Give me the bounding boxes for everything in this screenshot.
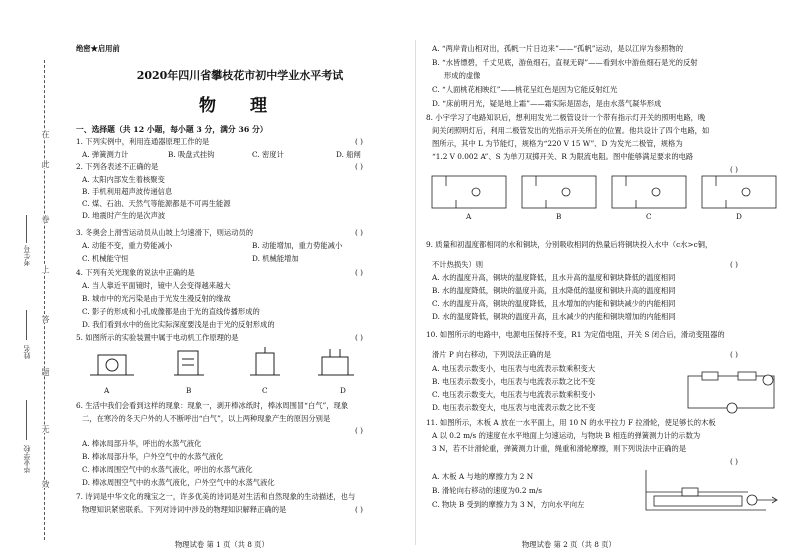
q5-label-d: D [340,386,346,395]
q9-option-a: A. 水的温度升高，铜块的温度降低，且水升高的温度和铜块降低的温度相同 [432,273,676,282]
q1-option-c: C. 密度计 [252,150,284,159]
answer-paren: ( ) [355,505,364,514]
q11-option-c: C. 物块 B 受到的摩擦力为 3 N，方向水平向左 [432,500,585,509]
q10-option-b: B. 电压表示数变小，电压表与电流表示数之比不变 [432,377,596,386]
q5-stem: 5. 如图所示的实验装置中属于电动机工作原理的是 [76,333,239,342]
q3-stem: 3. 冬奥会上滑雪运动员从山坡上匀速滑下，则运动员的 [76,228,254,237]
q9-option-d: D. 水的温度降低，铜块的温度升高，且水减少的内能和铜块增加的内能相同 [432,312,676,321]
q9-option-b: B. 水的温度降低，铜块的温度升高，且水降低的温度和铜块升高的温度相同 [432,286,676,295]
q6-option-c: C. 棒冰周围空气中的水蒸气液化，呼出的水蒸气液化 [82,465,253,474]
q11-stem-line1: 11. 如图所示，木板 A 放在一水平面上，用 10 N 的水平拉力 F 拉滑轮，使足够长的木板 [426,418,716,427]
binding-char: 在 [41,130,50,138]
q8-label-d: D [736,212,742,221]
q8-label-c: C [646,212,652,221]
q3-option-c: C. 机械能守恒 [82,254,129,263]
q1-option-b: B. 吸盘式挂钩 [168,150,215,159]
answer-paren: ( ) [355,268,364,277]
binding-margin [0,0,70,560]
school-label: 毕业学校 [23,445,31,473]
binding-char: 效 [41,480,50,488]
column-divider [415,40,416,545]
field-underline [26,310,27,340]
q10-stem-line1: 10. 如图所示的电路中，电源电压保持不变，R1 为定值电阻，开关 S 闭合后，滑动变阻器的 [426,330,725,339]
subject-title: 物 理 [199,96,281,116]
q4-stem: 4. 下列有关光现象的说法中正确的是 [76,268,195,277]
q11-option-b: B. 滑轮向右移动的速度为0.2 m/s [432,486,543,495]
answer-paren: ( ) [355,333,364,342]
q4-option-d: D. 我们看到水中的鱼比实际深度要浅是由于光的反射形成的 [82,320,275,329]
q7-stem-line2: 物理知识紧密联系。下列对诗词中涉及的物理知识解释正确的是 [82,505,287,514]
q11-pulley-figure [642,466,782,528]
q4-option-a: A. 当人靠近平面镜时，镜中人会变得越来越大 [82,281,231,290]
exam-title: 2020年四川省攀枝花市初中学业水平考试 [136,69,344,82]
q10-option-d: D. 电压表示数变大，电压表与电流表示数之比不变 [432,403,596,412]
q4-option-c: C. 影子的形成和小孔成像都是由于光的直线传播形成的 [82,307,260,316]
q9-option-c: C. 水的温度升高，铜块的温度降低，且水增加的内能和铜块减少的内能相同 [432,299,676,308]
field-underline [26,400,27,440]
q7-option-a: A. “两岸青山相对出，孤帆一片日边来”——“孤帆”运动，是以江岸为参照物的 [432,44,684,53]
q2-option-b: B. 手机利用超声波传递信息 [82,187,173,196]
q11-option-a: A. 木板 A 与地的摩擦力为 2 N [432,472,534,481]
q5-label-b: B [186,386,192,395]
q8-stem-line3: 图所示，其中 L 为节能灯，规格为“220 V 15 W”、D 为发光二极管，规格为 [432,139,683,148]
q9-stem-line1: 9. 质量和初温度都相同的水和铜块，分别吸收相同的热量后将铜块投入水中（c水>c铜， [426,240,713,249]
q3-option-b: B. 动能增加，重力势能减小 [252,241,343,250]
q10-option-c: C. 电压表示数变大，电压表与电流表示数乘积变小 [432,390,596,399]
q9-stem-line2: 不计热损失）则 [432,260,484,269]
q7-option-b-cont: 形成的虚像 [444,71,481,80]
q5-label-a: A [104,386,110,395]
binding-char: 上 [41,265,50,273]
name-label: 姓名 [23,345,31,359]
q6-stem-line1: 6. 生活中我们会看到这样的现象：现象一，剥开棒冰纸时，棒冰周围冒“白气”，现象 [76,401,349,410]
q10-option-a: A. 电压表示数变小，电压表与电流表示数乘积变大 [432,364,596,373]
q8-stem-line4: “1.2 V 0.002 A”、S 为单刀双掷开关、R 为限流电阻。图中能够满足要求的电路 [432,152,694,161]
q8-stem-line1: 8. 小宇学习了电路知识后，想利用发光二极管设计一个带有指示灯开关的照明电路，晚 [426,113,706,122]
answer-paren: ( ) [730,165,739,174]
q2-option-d: D. 地震时产生的是次声波 [82,211,166,220]
q8-circuit-figures [426,170,786,212]
binding-char: 卷 [41,215,50,223]
candidate-number-label: 考生号 [23,245,31,266]
q7-stem-line1: 7. 诗词是中华文化的瑰宝之一，许多优美的诗词是对生活和自然现象的生动描述，也与 [76,492,356,501]
q6-stem-line2: 二，在寒冷的冬天户外的人不断呼出“白气”，以上两种现象产生的原因分别是 [82,414,331,423]
q8-label-b: B [556,212,562,221]
q4-option-b: B. 城市中的光污染是由于光发生漫反射的缘故 [82,294,231,303]
q2-option-c: C. 煤、石油、天然气等能源都是不可再生能源 [82,199,231,208]
binding-char: 题 [41,368,50,376]
answer-paren: ( ) [355,137,364,146]
answer-paren: ( ) [355,228,364,237]
q11-stem-line3: 3 N，若不计滑轮重，弹簧测力计重，绳重和滑轮摩擦，则下列说法中正确的是 [432,444,687,453]
secret-label: 绝密★启用前 [76,44,120,53]
binding-char: 答 [41,315,50,323]
q6-option-d: D. 棒冰周围空气中的水蒸气液化，户外空气中的水蒸气液化 [82,478,275,487]
answer-paren: ( ) [355,162,364,171]
answer-paren: ( ) [730,350,739,359]
q6-option-a: A. 棒冰局部升华，呼出的水蒸气液化 [82,439,202,448]
q10-stem-line2: 滑片 P 向右移动，下列说法正确的是 [432,350,552,359]
q3-option-a: A. 动能不变，重力势能减小 [82,241,173,250]
q7-option-b: B. “水皆缥碧，千丈见底，游鱼细石，直视无碍”——看到水中游鱼细石是光的反射 [432,58,698,67]
q8-label-a: A [466,212,472,221]
q2-stem: 2. 下列各表述不正确的是 [76,162,159,171]
q5-apparatus-figures [90,345,370,387]
page-footer-right: 物理试卷 第 2 页（共 8 页） [522,540,616,549]
q6-option-b: B. 棒冰局部升华，户外空气中的水蒸气液化 [82,452,224,461]
q3-option-d: D. 机械能增加 [252,254,299,263]
answer-paren: ( ) [730,260,739,269]
answer-paren: ( ) [730,457,739,466]
field-underline [26,215,27,243]
q2-option-a: A. 太阳内部发生着核聚变 [82,175,165,184]
q1-option-d: D. 船闸 [336,150,361,159]
binding-char: 无 [41,425,50,433]
q7-option-d: D. “床前明月光，疑是地上霜”——霜实际是固态，是由水蒸气凝华形成 [432,99,662,108]
answer-paren: ( ) [355,426,364,435]
binding-char: 此 [41,160,50,168]
q7-option-c: C. “人面桃花相映红”——桃花呈红色是因为它能反射红光 [432,85,618,94]
q5-label-c: C [262,386,268,395]
section-heading: 一、选择题（共 12 小题，每小题 3 分，满分 36 分） [76,125,268,134]
q1-option-a: A. 弹簧测力计 [82,150,129,159]
q8-stem-line2: 间关闭照明灯后，利用二极管发出的光指示开关所在的位置。他共设计了四个电路，如 [432,126,710,135]
q1-stem: 1. 下列实例中，利用连通器原理工作的是 [76,137,210,146]
q10-circuit-figure [682,366,782,416]
page-footer-left: 物理试卷 第 1 页（共 8 页） [175,540,269,549]
q11-stem-line2: A 以 0.2 m/s 的速度在水平地面上匀速运动，与物块 B 相连的弹簧测力计的示数为 [432,431,701,440]
